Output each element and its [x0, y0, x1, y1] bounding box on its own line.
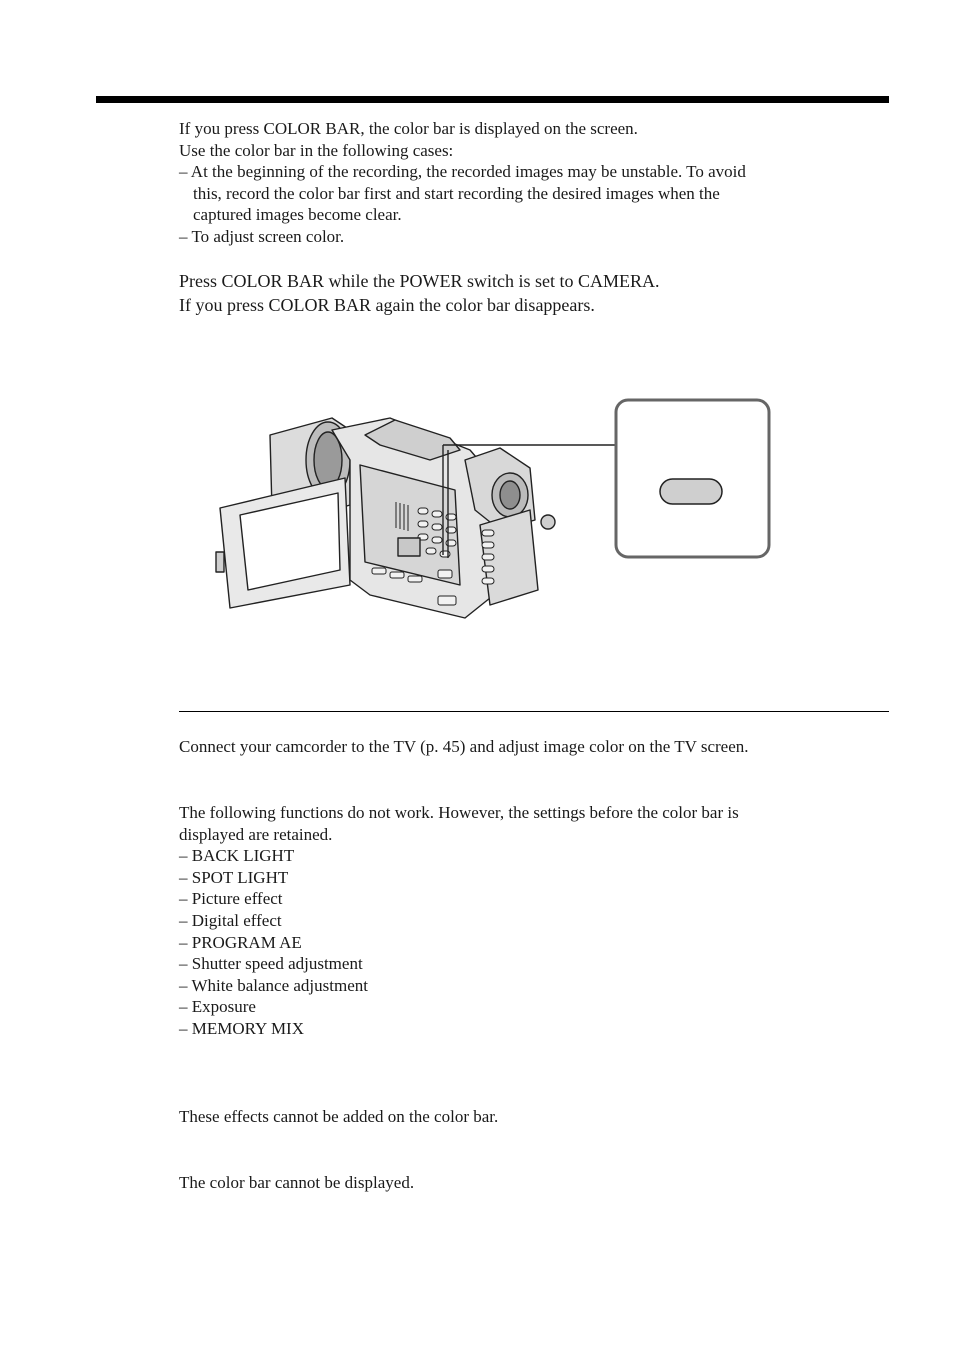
- list-item: – Shutter speed adjustment: [179, 954, 363, 974]
- steps-block: [179, 269, 879, 317]
- intro-line: Use the color bar in the following cases:: [179, 140, 454, 160]
- step-text: If you press COLOR BAR again the color bar disappears.: [179, 295, 595, 315]
- intro-line: If you press COLOR BAR, the color bar is displayed on the screen.: [179, 119, 638, 138]
- case-item: – At the beginning of the recording, the recorded images may be unstable. To avoid: [179, 162, 746, 182]
- list-item: – Exposure: [179, 997, 256, 1017]
- list-item: – White balance adjustment: [179, 975, 368, 995]
- note-text: displayed are retained.: [179, 824, 333, 844]
- list-item: – Picture effect: [179, 889, 283, 909]
- note-text: Connect your camcorder to the TV (p. 45) and adjust image color on the TV screen.: [179, 737, 749, 756]
- case-item-continued: this, record the color bar first and start recording the desired images when the: [193, 183, 720, 203]
- section-rule: [179, 711, 889, 712]
- cannot-display-note: [179, 1172, 879, 1194]
- effects-note: [179, 1106, 879, 1128]
- header-rule: [96, 96, 889, 103]
- functions-note: [179, 802, 879, 1040]
- note-text: These effects cannot be added on the color bar.: [179, 1107, 499, 1126]
- camcorder-illustration: [200, 390, 780, 630]
- note-text: The following functions do not work. However, the settings before the color bar is: [179, 803, 739, 822]
- list-item: – SPOT LIGHT: [179, 867, 289, 887]
- list-item: – Digital effect: [179, 910, 282, 930]
- color-bar-button-closeup: [660, 479, 722, 504]
- note-text: The color bar cannot be displayed.: [179, 1173, 415, 1192]
- case-item: – To adjust screen color.: [179, 226, 345, 246]
- case-item-continued: captured images become clear.: [193, 205, 402, 225]
- list-item: – MEMORY MIX: [179, 1018, 304, 1038]
- list-item: – BACK LIGHT: [179, 846, 295, 866]
- list-item: – PROGRAM AE: [179, 932, 302, 952]
- intro-block: [179, 118, 879, 248]
- step-text: Press COLOR BAR while the POWER switch is set to CAMERA.: [179, 271, 660, 291]
- tv-note: [179, 736, 879, 758]
